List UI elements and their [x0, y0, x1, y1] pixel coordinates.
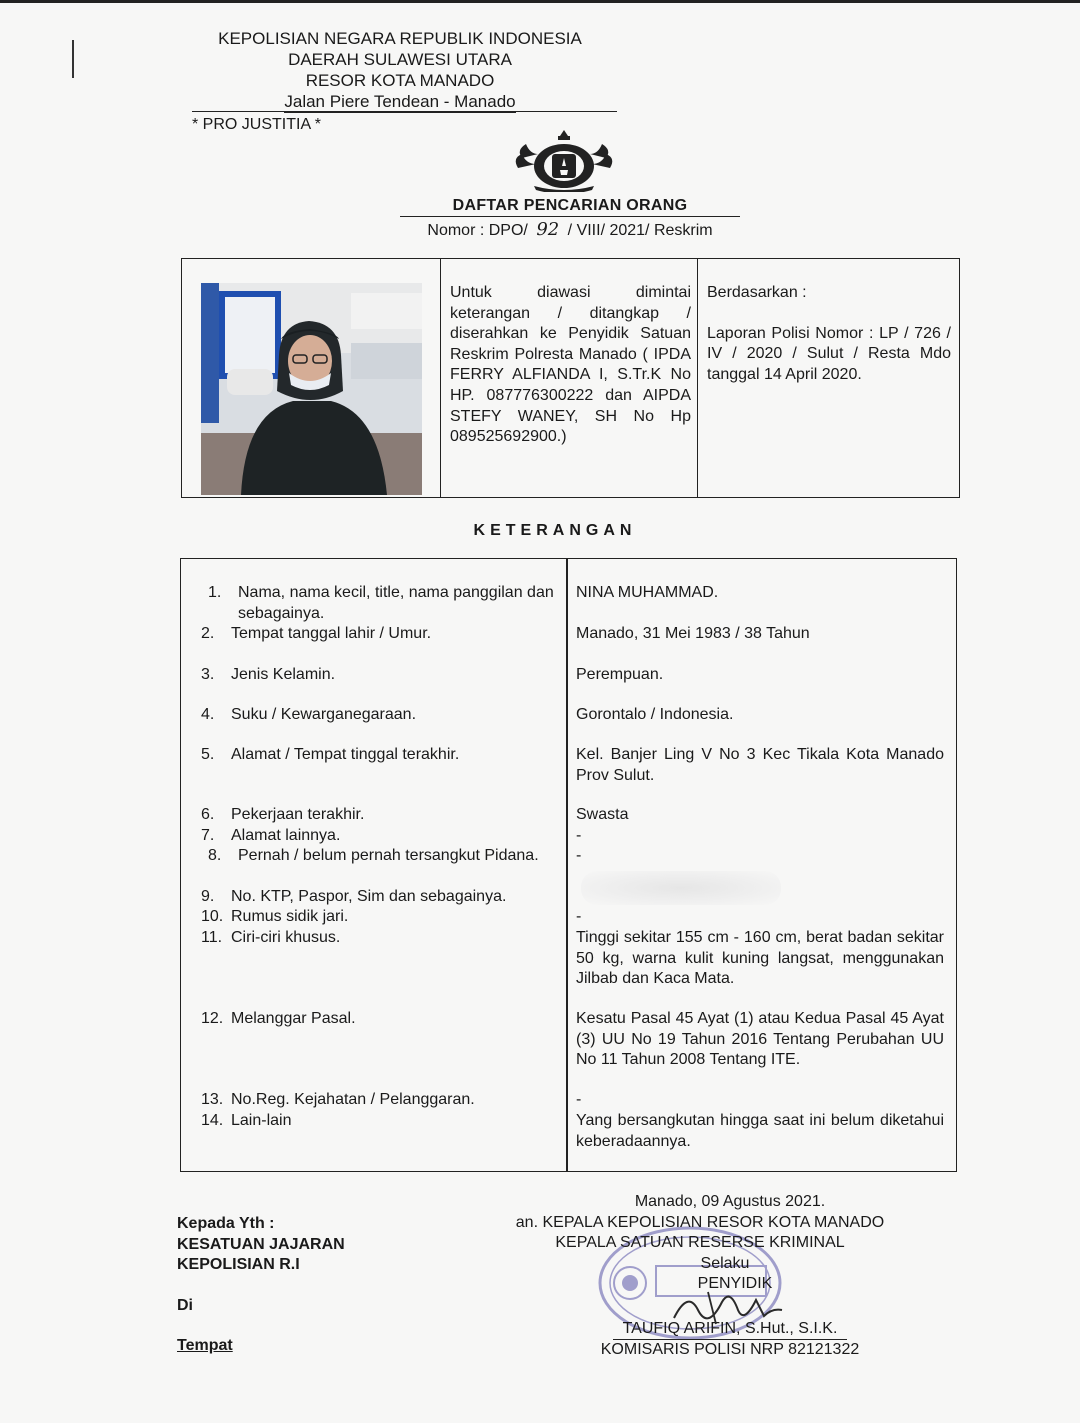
table-row-value: Tinggi sekitar 155 cm - 160 cm, berat badan sekitar 50 kg, warna kulit kuning langsat, menggunakan Jilbab dan Kaca Mata. [576, 929, 944, 987]
table-row-value: - [576, 827, 582, 844]
table-row-value: Perempuan. [576, 666, 664, 683]
table-row-label: 9. No. KTP, Paspor, Sim dan sebagainya. [201, 888, 507, 905]
table-row-label: 5. Alamat / Tempat tinggal terakhir. [201, 746, 460, 763]
addressee-block [177, 1214, 345, 1357]
addressee-line1: Kepada Yth : [177, 1215, 275, 1232]
addressee-tempat: Tempat [177, 1337, 233, 1354]
letterhead-line3: RESOR KOTA MANADO [305, 71, 495, 90]
table-row-value: Manado, 31 Mei 1983 / 38 Tahun [576, 625, 810, 642]
photo-cell [182, 259, 441, 497]
table-row-label: 11. Ciri-ciri khusus. [201, 929, 341, 946]
table-row-label: 3. Jenis Kelamin. [201, 666, 336, 683]
table-row-label: 6. Pekerjaan terakhir. [201, 806, 365, 823]
details-table [180, 558, 957, 1172]
document-number-suffix: / VIII/ 2021/ Reskrim [567, 222, 713, 239]
letterhead-line1: KEPOLISIAN NEGARA REPUBLIK INDONESIA [218, 29, 582, 48]
signature-line1: an. KEPALA KEPOLISIAN RESOR KOTA MANADO [515, 1213, 885, 1231]
signatory-name: TAUFIQ ARIFIN, S.Hut., S.I.K. [613, 1319, 848, 1341]
table-row-label: 14. Lain-lain [201, 1112, 292, 1129]
basis-label: Berdasarkan : [707, 284, 807, 301]
table-row-label: 4. Suku / Kewarganegaraan. [201, 706, 417, 723]
table-row-value: - [576, 908, 582, 925]
summary-table [181, 258, 960, 498]
document-title-block [400, 197, 740, 240]
table-row-label: 7. Alamat lainnya. [201, 827, 341, 844]
table-row-value: Yang bersangkutan hingga saat ini belum diketahui keberadaannya. [576, 1112, 944, 1150]
signature-line4: PENYIDIK [697, 1275, 773, 1292]
signature-line2: KEPALA SATUAN RESERSE KRIMINAL [555, 1234, 845, 1251]
pro-justitia-label: * PRO JUSTITIA * [192, 116, 321, 133]
table-row-value: - [576, 847, 582, 864]
instruction-cell: Untuk diawasi dimintai keterangan / ditangkap / diserahkan ke Penyidik Satuan Reskrim Polresta Manado ( IPDA FERRY ALFIANDA I, S.Tr.K No HP. 087776300222 dan AIPDA STEFY WANEY, SH No Hp 089525692900.) [442, 259, 698, 497]
redacted-id-number [581, 871, 781, 905]
letterhead-rule [192, 111, 617, 112]
letterhead-address: Jalan Piere Tendean - Manado [284, 92, 516, 111]
addressee-line2: KESATUAN JAJARAN [177, 1235, 345, 1253]
letterhead [190, 28, 610, 113]
table-row-label: 2. Tempat tanggal lahir / Umur. [201, 625, 432, 642]
margin-mark [72, 40, 74, 78]
signature-line3: Selaku [700, 1254, 750, 1272]
table-row-value: Kesatu Pasal 45 Ayat (1) atau Kedua Pasal 45 Ayat (3) UU No 19 Tahun 2016 Tentang Perubahan UU No 11 Tahun 2008 Tentang ITE. [576, 1010, 944, 1068]
basis-text: Laporan Polisi Nomor : LP / 726 / IV / 2020 / Sulut / Resta Mdo tanggal 14 April 2020. [707, 324, 951, 383]
signature-block [490, 1192, 910, 1361]
table-row-value: Swasta [576, 806, 629, 823]
document-number-prefix: Nomor : DPO/ [427, 222, 528, 239]
table-row-label: 8. Pernah / belum pernah tersangkut Pidana. [208, 847, 539, 864]
addressee-di: Di [177, 1296, 193, 1314]
signature-date: Manado, 09 Agustus 2021. [634, 1193, 826, 1210]
document-title: DAFTAR PENCARIAN ORANG [452, 197, 688, 214]
handwritten-signature-icon [668, 1280, 788, 1330]
table-row-label: 10. Rumus sidik jari. [201, 908, 349, 925]
table-row-value: Kel. Banjer Ling V No 3 Kec Tikala Kota Manado Prov Sulut. [576, 746, 944, 784]
signatory-rank: KOMISARIS POLISI NRP 82121322 [600, 1341, 860, 1358]
table-row-label: 1. Nama, nama kecil, title, nama panggilan dan sebagainya. [208, 584, 554, 622]
table-row-label: 13. No.Reg. Kejahatan / Pelanggaran. [201, 1091, 475, 1108]
suspect-photo [201, 283, 422, 495]
letterhead-line2: DAERAH SULAWESI UTARA [288, 50, 512, 69]
document-number [400, 219, 740, 240]
table-row-value: Gorontalo / Indonesia. [576, 706, 734, 723]
table-row-label: 12. Melanggar Pasal. [201, 1010, 356, 1027]
document-number-handwritten: 92 [536, 219, 560, 240]
police-emblem-icon [512, 128, 616, 192]
basis-cell [699, 259, 959, 497]
addressee-line3: KEPOLISIAN R.I [177, 1256, 300, 1273]
table-row-value: NINA MUHAMMAD. [576, 584, 719, 601]
keterangan-heading: KETERANGAN [473, 522, 637, 539]
table-row-value: - [576, 1091, 582, 1108]
